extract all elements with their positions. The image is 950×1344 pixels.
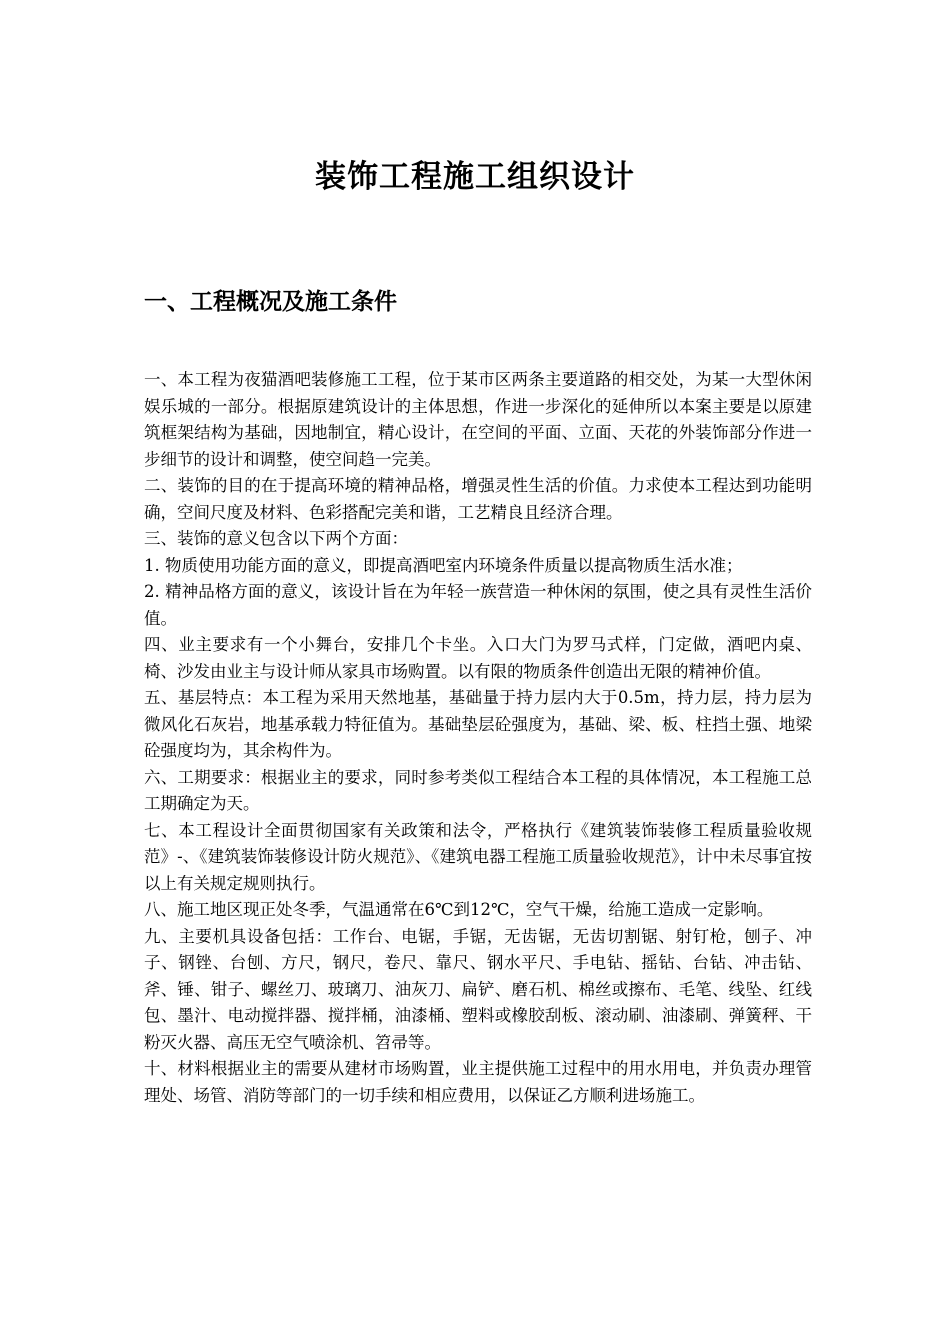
paragraph-8: 八、施工地区现正处冬季，气温通常在6℃到12℃，空气干燥，给施工造成一定影响。 <box>144 900 774 919</box>
paragraph-10: 十、材料根据业主的需要从建材市场购置，业主提供施工过程中的用水用电，并负责办理管理处、场管、消防等部门的一切手续和相应费用，以保证乙方顺利进场施工。 <box>144 1059 812 1105</box>
paragraph-5: 五、基层特点：本工程为采用天然地基，基础量于持力层内大于0.5m，持力层，持力层为微风化石灰岩，地基承载力特征值为。基础垫层砼强度为，基础、梁、板、柱挡土强、地梁砼强度均为，其余构件为。 <box>144 688 812 760</box>
paragraph-1: 一、本工程为夜猫酒吧装修施工工程，位于某市区两条主要道路的相交处，为某一大型休闲娱乐城的一部分。根据原建筑设计的主体思想，作进一步深化的延伸所以本案主要是以原建筑框架结构为基础，因地制宜，精心设计，在空间的平面、立面、天花的外装饰部分作进一步细节的设计和调整，使空间趋一完美。 <box>144 370 812 469</box>
document-title: 装饰工程施工组织设计 <box>315 159 635 195</box>
body-text <box>144 367 812 1109</box>
paragraph-3: 三、装饰的意义包含以下两个方面： <box>144 529 408 548</box>
section-heading: 一、工程概况及施工条件 <box>144 289 397 315</box>
paragraph-7: 七、本工程设计全面贯彻国家有关政策和法令，严格执行《建筑装饰装修工程质量验收规范》-、《建筑装饰装修设计防火规范》、《建筑电器工程施工质量验收规范》，计中未尽事宜按以上有关规定规则执行。 <box>144 820 812 893</box>
paragraph-9: 九、主要机具设备包括：工作台、电锯，手锯，无齿锯，无齿切割锯、射钉枪，刨子、冲子、钢锉、台刨、方尺，钢尺，卷尺、靠尺、钢水平尺、手电钻、摇钻、台钻、冲击钻、斧、锤、钳子、螺丝刀、玻璃刀、油灰刀、扁铲、磨石机、棉丝或擦布、毛笔、线坠、红线包、墨汁、电动搅拌器、搅拌桶，油漆桶、塑料或橡胶刮板、滚动刷、油漆刷、弹簧秤、干粉灭火器、高压无空气喷涂机、笤帚等。 <box>144 926 812 1052</box>
paragraph-3-item-1: 1. 物质使用功能方面的意义，即提高酒吧室内环境条件质量以提高物质生活水准； <box>144 555 743 575</box>
paragraph-4: 四、业主要求有一个小舞台，安排几个卡坐。入口大门为罗马式样，门定做，酒吧内桌、椅、沙发由业主与设计师从家具市场购置。以有限的物质条件创造出无限的精神价值。 <box>144 635 812 681</box>
paragraph-6: 六、工期要求：根据业主的要求，同时参考类似工程结合本工程的具体情况，本工程施工总工期确定为天。 <box>144 767 812 813</box>
paragraph-3-item-2: 2. 精神品格方面的意义，该设计旨在为年轻一族营造一种休闲的氛围，使之具有灵性生活价值。 <box>144 582 812 628</box>
paragraph-2: 二、装饰的目的在于提高环境的精神品格，增强灵性生活的价值。力求使本工程达到功能明确，空间尺度及材料、色彩搭配完美和谐，工艺精良且经济合理。 <box>144 476 812 522</box>
